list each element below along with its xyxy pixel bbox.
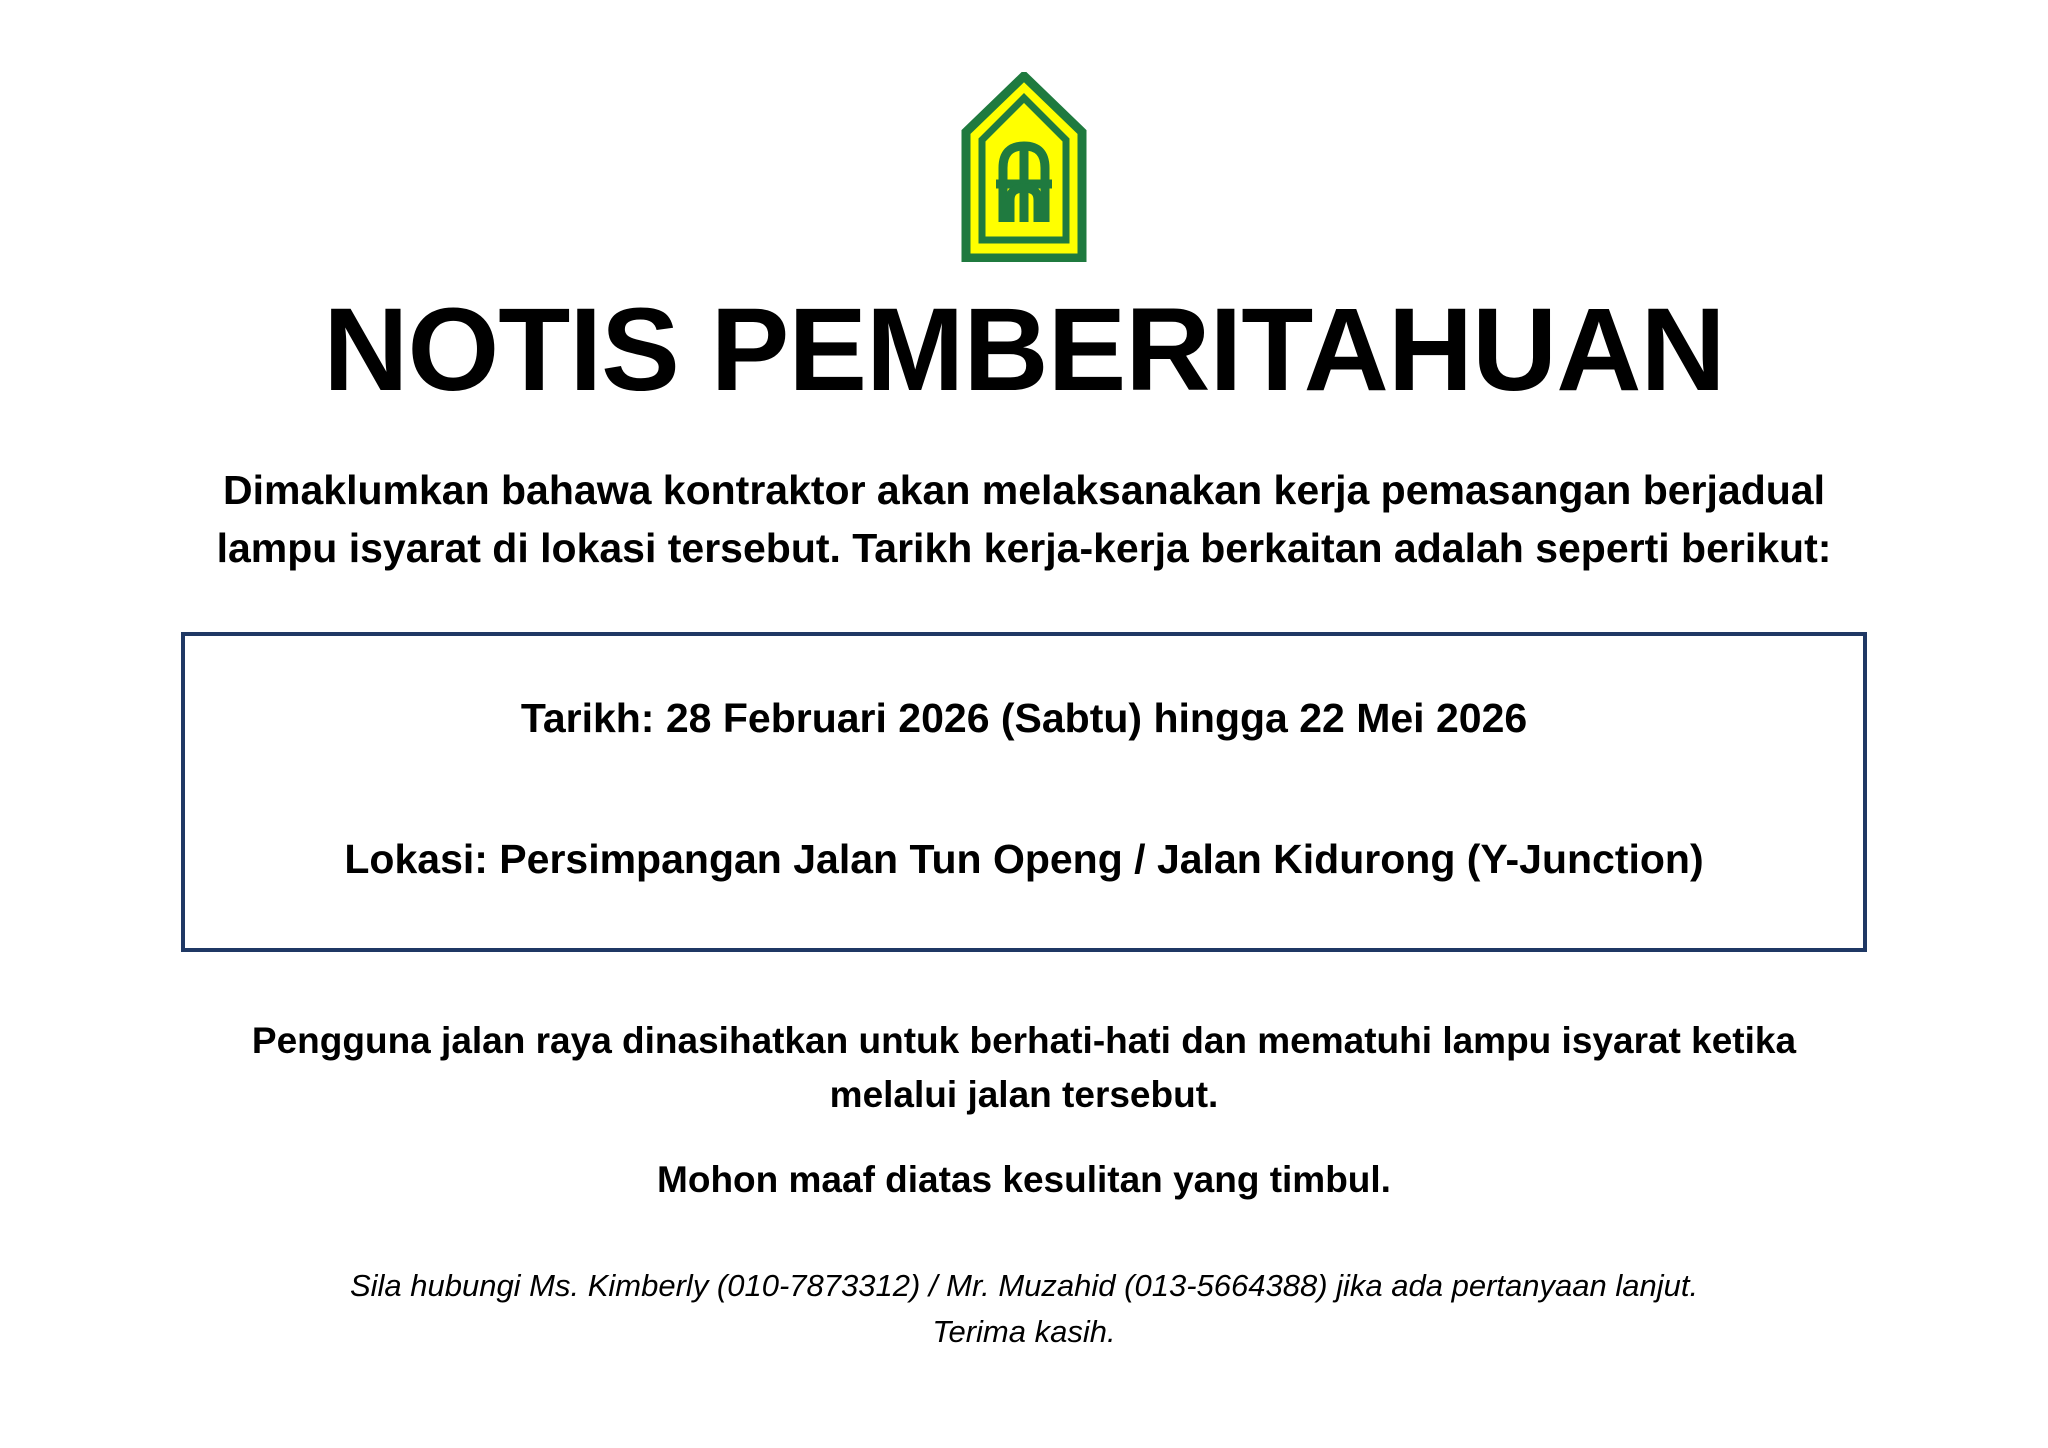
intro-paragraph: Dimaklumkan bahawa kontraktor akan melaksanakan kerja pemasangan berjadual lampu isyarat di lokasi tersebut. Tarikh kerja-kerja berkaitan adalah seperti berikut: [216, 467, 1832, 572]
detail-location-line: Lokasi: Persimpangan Jalan Tun Openg / Jalan Kidurong (Y-Junction) [344, 835, 1704, 882]
apology-text: Mohon maaf diatas kesulitan yang timbul. [657, 1159, 1391, 1201]
page-title: NOTIS PEMBERITAHUAN [323, 284, 1725, 416]
council-crest-logo [958, 72, 1090, 262]
details-box [181, 632, 1867, 953]
thanks-text: Terima kasih. [932, 1313, 1116, 1349]
detail-date-line: Tarikh: 28 Februari 2026 (Sabtu) hingga 22 Mei 2026 [520, 694, 1528, 741]
contact-text: Sila hubungi Ms. Kimberly (010-7873312) / Mr. Muzahid (013-5664388) jika ada pertanyaan lanjut. [349, 1268, 1699, 1304]
advisory-text: Pengguna jalan raya dinasihatkan untuk berhati-hati dan mematuhi lampu isyarat ketika melalui jalan tersebut. [251, 1020, 1797, 1115]
logo-container [0, 0, 2048, 262]
